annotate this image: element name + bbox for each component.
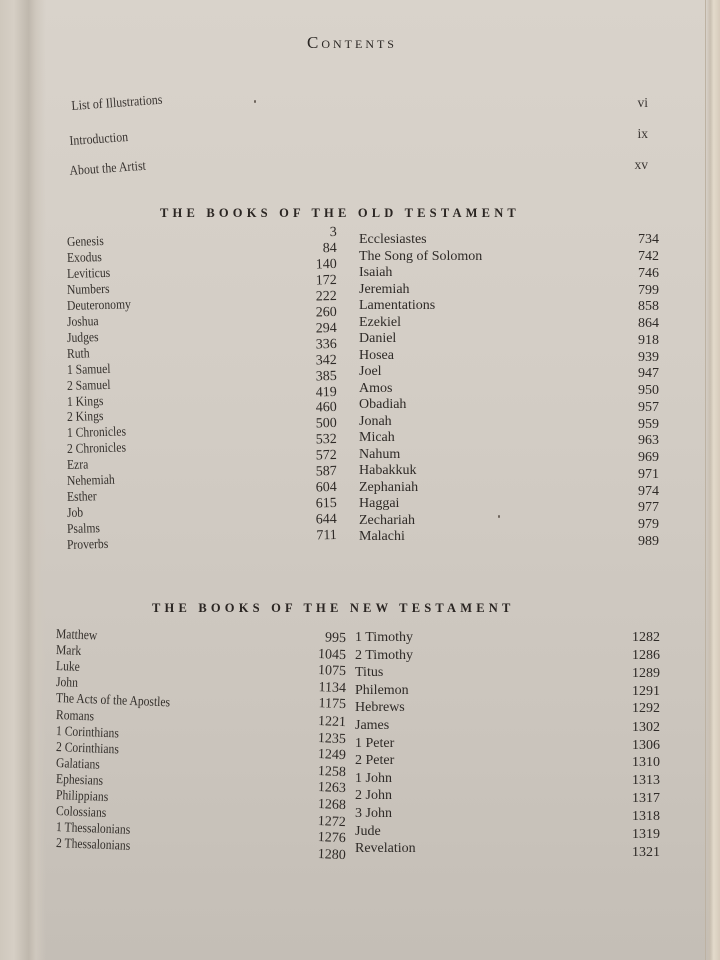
book-name: Jeremiah [359,282,410,297]
page-number: 799 [638,283,659,298]
book-name: Numbers [66,280,110,297]
page-number: 858 [638,299,659,314]
book-name: Obadiah [359,397,407,412]
book-name: 2 Peter [355,753,395,768]
front-matter-label: About the Artist [68,157,147,179]
toc-entry [359,463,659,480]
page-number: 500 [315,415,338,432]
page-number: 1291 [632,684,660,699]
toc-entry [359,364,659,381]
book-name: Proverbs [66,535,109,552]
page-number: 587 [315,463,338,480]
book-name: Joel [359,364,382,379]
page-number: 419 [315,384,338,401]
book-name: Hebrews [355,700,405,715]
toc-entry [359,265,659,282]
page-number: 260 [315,304,338,321]
page-number: 140 [315,256,338,273]
toc-entry [355,771,660,788]
book-name: 2 Kings [66,408,104,424]
page-number: 172 [315,272,338,289]
page-number: 460 [315,399,338,416]
book-name: Isaiah [359,265,393,280]
page-number: 532 [315,431,338,448]
toc-entry [359,331,659,348]
page-number: 746 [638,266,659,281]
paper-speck [254,100,256,103]
book-name: Ephesians [55,771,104,788]
page-number: 342 [315,352,338,369]
toc-entry [355,665,660,682]
book-name: 2 Samuel [66,376,111,393]
page-number: 864 [638,316,659,331]
page-number: 969 [638,450,659,465]
book-name: Esther [66,488,97,504]
toc-entry [355,841,660,858]
book-name: 1 John [355,771,392,786]
page-number: 959 [638,417,659,432]
page-number: 974 [638,484,659,499]
book-name: Job [66,504,84,520]
book-name: Daniel [359,331,397,346]
page-number: 1263 [317,780,347,797]
toc-entry [355,648,660,665]
book-name: Philippians [55,787,109,805]
page-number: 1045 [317,647,347,664]
toc-entry [355,630,660,647]
paper-speck [498,515,500,518]
page-number: 3 [329,224,338,241]
book-name: Matthew [55,626,98,643]
front-matter-page: xv [634,157,648,172]
toc-entry [359,397,659,414]
book-name: Ruth [66,345,90,361]
page-number: 957 [638,400,659,415]
page-number: 1319 [632,827,660,842]
toc-entry [359,249,659,266]
toc-entry [359,513,659,530]
page-number: 1134 [318,680,347,697]
toc-entry [359,496,659,513]
book-name: Titus [355,665,384,680]
book-name: Zechariah [359,513,415,528]
new-testament-heading: THE BOOKS OF THE NEW TESTAMENT [152,601,515,615]
page-number: 1318 [632,809,660,824]
book-name: Habakkuk [359,463,417,478]
page-number: 1306 [632,738,660,753]
toc-entry [355,788,660,805]
page-number: 1272 [317,814,347,831]
book-name: Nahum [359,447,401,462]
page-number: 1268 [317,797,347,814]
front-matter-label: Introduction [68,128,129,149]
book-name: Ezra [66,456,89,472]
book-name: Genesis [66,233,104,249]
book-name: 1 Samuel [66,360,111,377]
toc-entry [359,315,659,332]
page-number: 1175 [318,696,347,713]
book-name: 2 John [355,788,392,803]
book-name: Philemon [355,683,409,698]
book-name: The Song of Solomon [359,249,483,264]
book-name: Colossians [55,803,107,820]
page-number: 742 [638,249,659,264]
page-number: 1317 [632,791,660,806]
page-number: 918 [638,333,659,348]
page-number: 950 [638,383,659,398]
book-name: Judges [66,329,99,345]
page-number: 1289 [632,666,660,681]
book-name: Zephaniah [359,480,419,495]
book-name: John [55,674,79,690]
page-number: 1321 [632,845,660,860]
book-name: Malachi [359,529,405,544]
toc-entry [359,232,659,249]
book-name: 2 Chronicles [66,439,127,456]
page-title: Contents [306,33,397,52]
page-number: 977 [638,500,659,515]
book-name: Romans [55,707,95,724]
book-name: Nehemiah [66,471,115,488]
page-number: 971 [638,467,659,482]
toc-entry [355,683,660,700]
toc-entry [359,348,659,365]
page-number: 1302 [632,720,660,735]
old-testament-heading: THE BOOKS OF THE OLD TESTAMENT [160,206,520,220]
toc-entry [355,736,660,753]
book-name: Jonah [359,414,392,429]
page-number: 84 [322,240,338,257]
book-name: Galatians [55,755,101,772]
book-name: Exodus [66,249,102,265]
page-number: 1310 [632,755,660,770]
book-name: The Acts of the Apostles [55,690,171,710]
book-name: 2 Corinthians [55,739,120,757]
book-name: Joshua [66,313,99,329]
book-name: Luke [55,658,81,674]
book-name: 1 Corinthians [55,723,120,741]
page-number: 1249 [317,747,347,764]
page-number: 1292 [632,701,660,716]
book-name: James [355,718,390,733]
page-number: 1258 [317,764,347,781]
book-name: 2 Thessalonians [55,835,131,853]
page-number: 1276 [317,830,347,847]
page-number: 947 [638,366,659,381]
page-number: 294 [315,320,338,337]
page-number: 644 [315,511,338,528]
page-number: 615 [315,495,338,512]
page-number: 222 [315,288,338,305]
book-name: 3 John [355,806,392,821]
page-number: 711 [316,527,338,544]
page-number: 963 [638,433,659,448]
page-number: 939 [638,350,659,365]
page-number: 1282 [632,630,660,645]
page-number: 1221 [317,714,347,731]
toc-entry [359,480,659,497]
book-name: Jude [355,824,381,839]
book-name: Leviticus [66,264,111,281]
page-number: 1313 [632,773,660,788]
book-name: Amos [359,381,393,396]
page-number: 604 [315,479,338,496]
page-number: 995 [324,630,347,647]
page-number: 572 [315,447,338,464]
book-name: Mark [55,642,82,658]
page-number: 1075 [317,663,347,680]
book-name: Hosea [359,348,394,363]
front-matter-page: vi [637,95,648,110]
toc-entry [359,529,659,549]
book-name: 1 Thessalonians [55,819,131,837]
toc-entry [359,430,659,447]
book-name: Lamentations [359,298,436,313]
front-matter-page: ix [637,126,648,141]
book-name: 1 Kings [66,393,104,409]
toc-entry [355,718,660,735]
toc-entry [355,753,660,770]
book-name: Deuteronomy [66,296,131,313]
book-name: 1 Timothy [355,630,413,645]
book-name: Psalms [66,520,101,536]
page-number: 1280 [317,847,347,864]
toc-entry [359,282,659,299]
page-number: 385 [315,368,338,385]
page-number: 336 [315,336,338,353]
toc-entry [359,298,659,315]
page-number: 989 [638,534,659,549]
book-name: Revelation [355,841,416,856]
toc-entry [355,806,660,823]
book-name: 1 Chronicles [66,423,127,440]
book-name: 1 Peter [355,736,395,751]
toc-entry [355,700,660,717]
page-number: 979 [638,517,659,532]
page-number: 1286 [632,648,660,663]
book-name: Micah [359,430,395,445]
toc-entry [359,414,659,431]
book-name: Haggai [359,496,400,511]
toc-entry [355,824,660,841]
book-name: 2 Timothy [355,648,413,663]
book-name: Ezekiel [359,315,401,330]
front-matter-label: List of Illustrations [70,91,163,114]
page-number: 1235 [317,731,347,748]
page-number: 734 [638,232,659,247]
toc-entry [359,381,659,398]
toc-entry [359,447,659,464]
book-name: Ecclesiastes [359,232,427,247]
